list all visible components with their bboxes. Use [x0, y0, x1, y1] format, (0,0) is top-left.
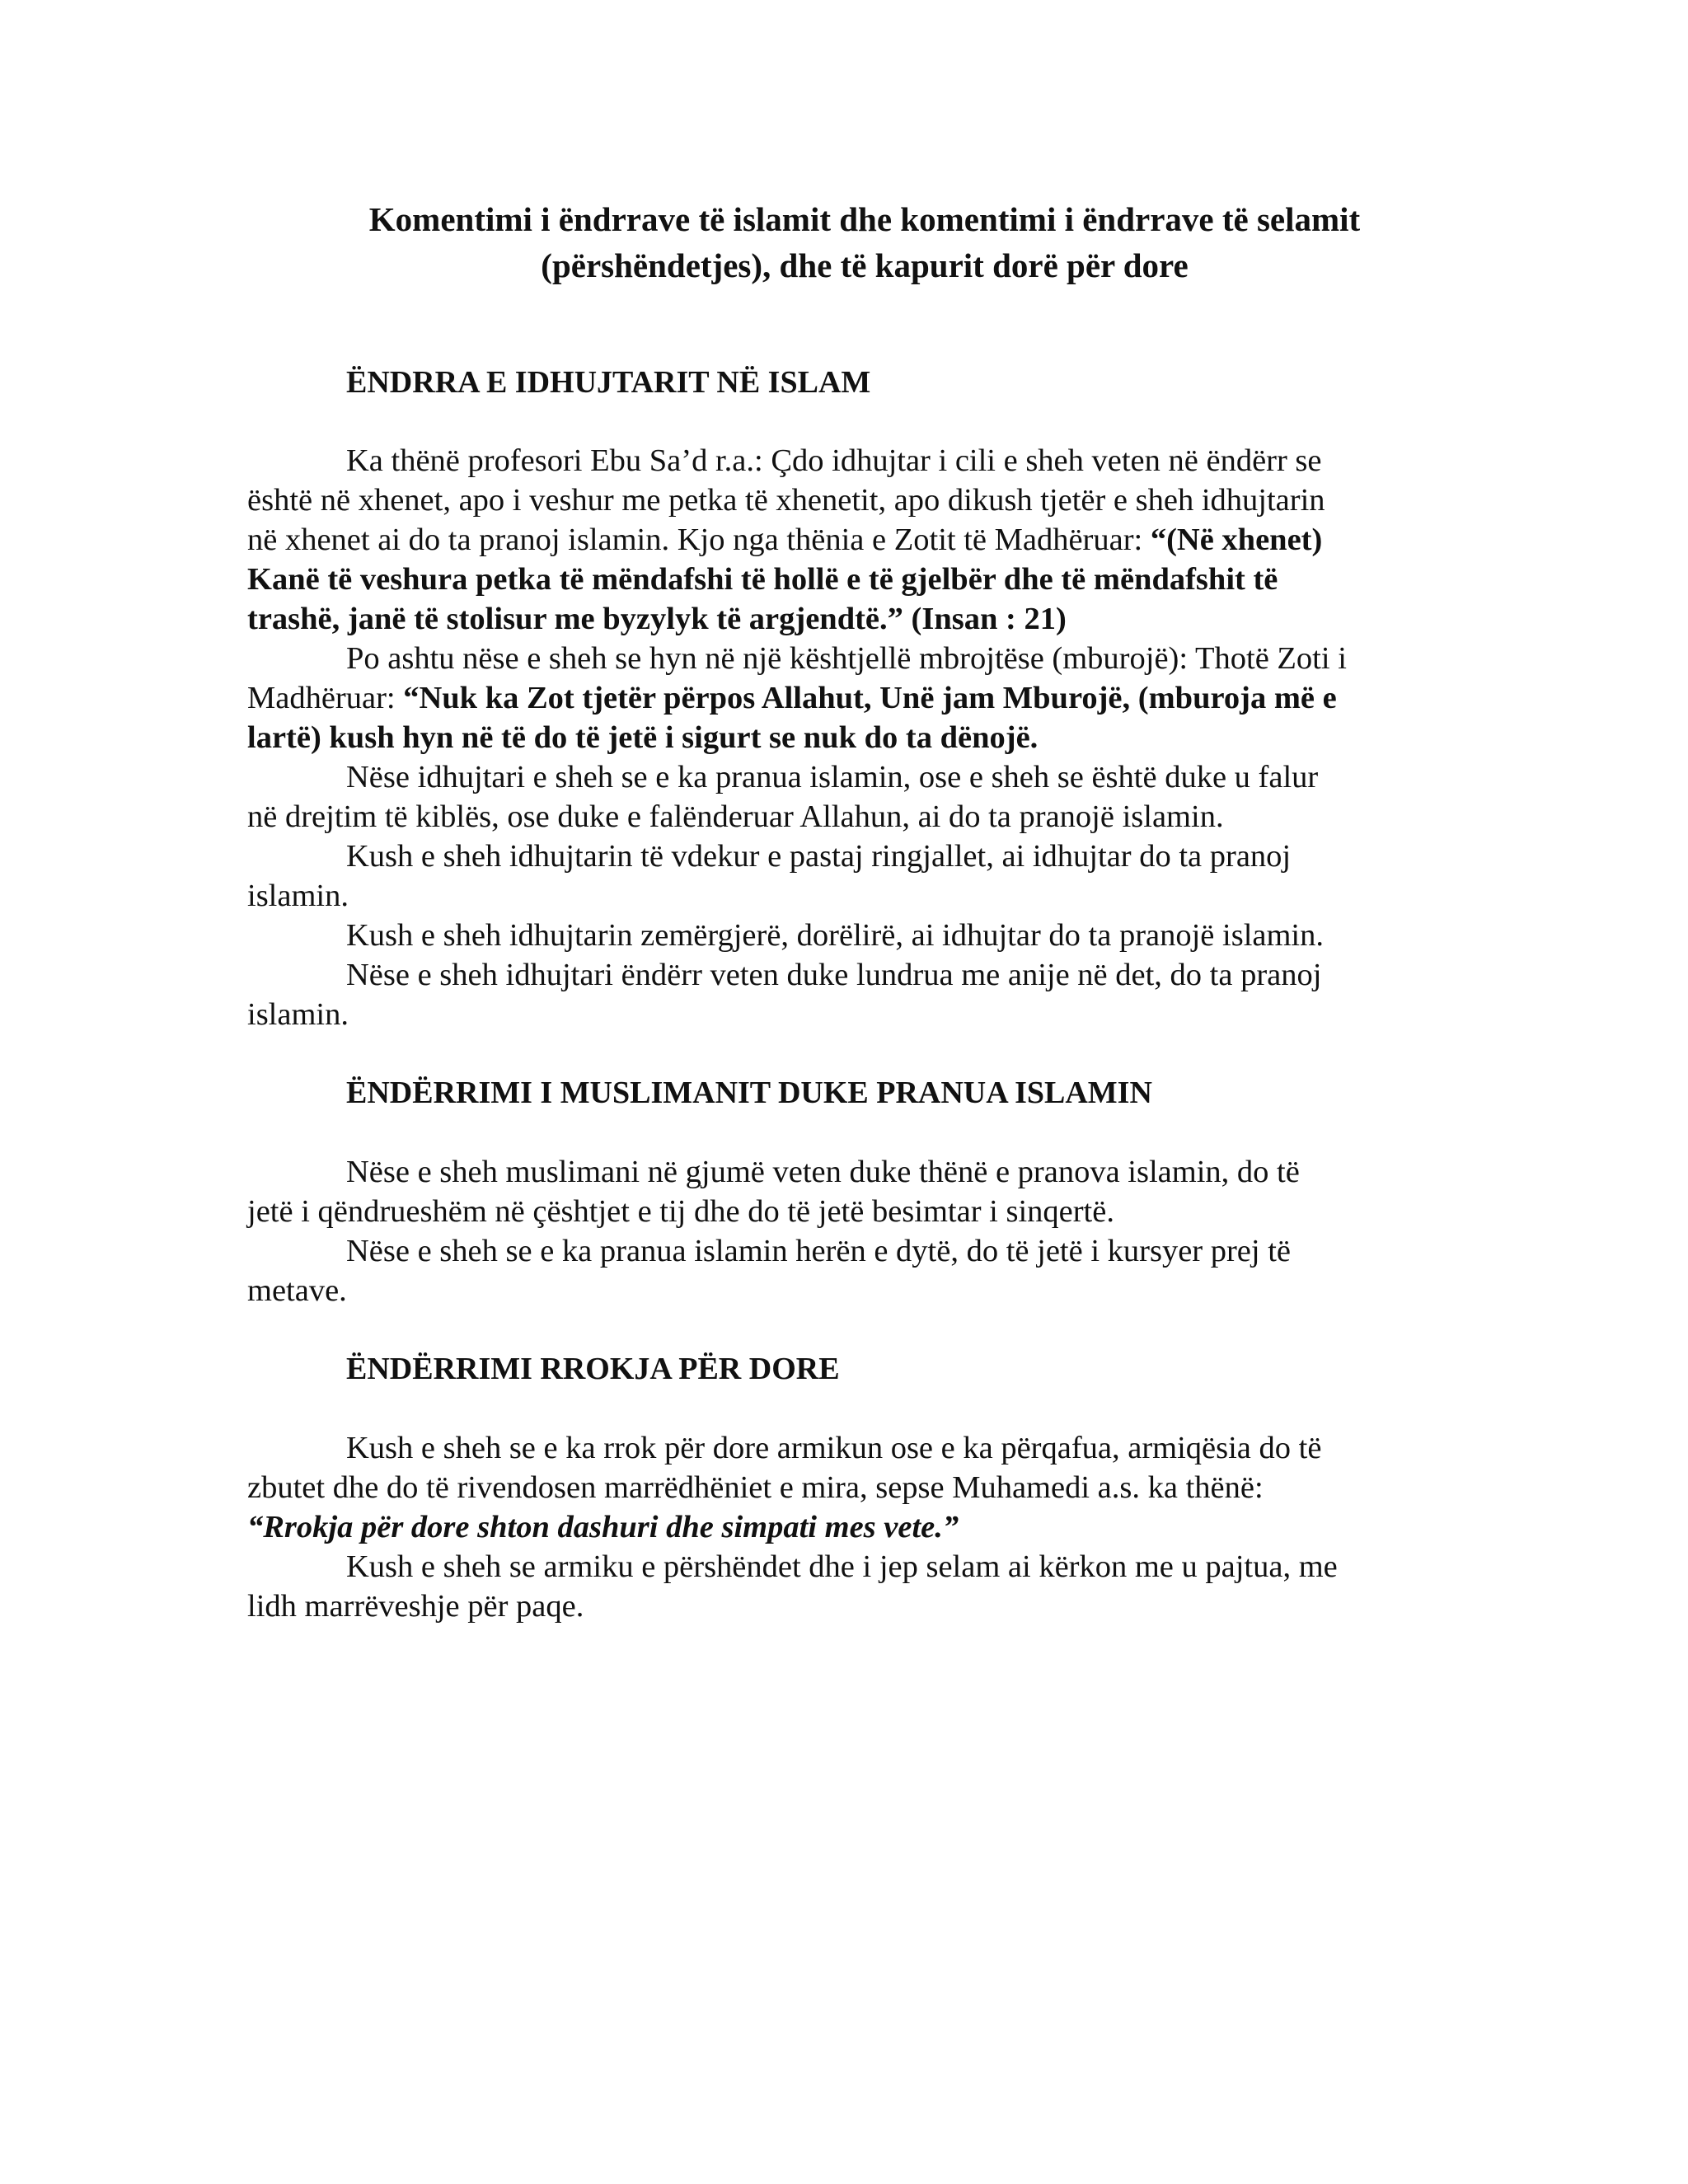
quote-bold: Kanë të veshura petka të mëndafshi të hollë e të gjelbër dhe të mëndafshit të [247, 562, 1278, 597]
text-line: është në xhenet, apo i veshur me petka të xhenetit, apo dikush tjetër e sheh idhujtarin [247, 483, 1325, 518]
text-line: Nëse e sheh idhujtari ëndërr veten duke lundrua me anije në det, do ta pranoj [346, 958, 1322, 992]
paragraph-anije [247, 955, 1434, 1034]
text-line: lidh marrëveshje për paqe. [247, 1589, 584, 1624]
text-line: islamin. [247, 997, 349, 1032]
text-line: islamin. [247, 879, 349, 913]
text-line: Nëse e sheh muslimani në gjumë veten duke thënë e pranova islamin, do të [346, 1155, 1300, 1189]
section-heading-idhujtari: ËNDRRA E IDHUJTARIT NË ISLAM [346, 365, 871, 400]
quote-bold: lartë) kush hyn në të do të jetë i sigurt se nuk do ta dënojë. [247, 720, 1039, 755]
quote-bold: trashë, janë të stolisur me byzylyk të argjendtë.” (Insan : 21) [247, 602, 1067, 636]
text-line [247, 520, 1434, 560]
page-title [206, 196, 1523, 288]
paragraph-ebu-sad [247, 441, 1434, 639]
text-line: Kush e sheh se armiku e përshëndet dhe i jep selam ai kërkon me u pajtua, me [346, 1549, 1338, 1584]
text-line: Nëse idhujtari e sheh se e ka pranua islamin, ose e sheh se është duke u falur [346, 760, 1319, 794]
text-line: Nëse e sheh se e ka pranua islamin herën e dytë, do të jetë i kursyer prej të [346, 1234, 1291, 1268]
title-line-1: Komentimi i ëndrrave të islamit dhe komentimi i ëndrrave të selamit [368, 200, 1361, 238]
paragraph-ringjallet [247, 837, 1434, 916]
text-line: Kush e sheh idhujtarin zemërgjerë, dorëlirë, ai idhujtar do ta pranojë islamin. [346, 918, 1324, 953]
paragraph-kibla [247, 757, 1434, 837]
text-line: Kush e sheh se e ka rrok për dore armikun ose e ka përqafua, armiqësia do të [346, 1431, 1322, 1465]
text-line: zbutet dhe do të rivendosen marrëdhëniet e mira, sepse Muhamedi a.s. ka thënë: [247, 1470, 1264, 1505]
text-line: Kush e sheh idhujtarin të vdekur e pastaj ringjallet, ai idhujtar do ta pranoj [346, 839, 1292, 874]
quote-bold: “Nuk ka Zot tjetër përpos Allahut, Unë jam Mburojë, (mburoja më e [403, 681, 1337, 715]
paragraph-pranova-islamin [247, 1152, 1434, 1231]
quote-bold: “(Në xhenet) [1150, 523, 1323, 557]
paragraph-armiku [247, 1428, 1434, 1547]
paragraph-heren-e-dyte [247, 1231, 1434, 1310]
title-line-2: (përshëndetjes), dhe të kapurit dorë për dore [541, 246, 1189, 284]
text-line: në drejtim të kiblës, ose duke e falënderuar Allahun, ai do ta pranojë islamin. [247, 799, 1224, 834]
paragraph-selam [247, 1547, 1434, 1626]
paragraph-zemergjere [247, 916, 1434, 955]
section-heading-rrokja: ËNDËRRIMI RROKJA PËR DORE [346, 1352, 840, 1386]
section-heading-muslimani: ËNDËRRIMI I MUSLIMANIT DUKE PRANUA ISLAMIN [346, 1076, 1152, 1110]
text-run: Madhëruar: [247, 681, 404, 715]
text-line [247, 678, 1434, 718]
paragraph-mburoje [247, 639, 1434, 757]
text-line: Ka thënë profesori Ebu Sa’d r.a.: Çdo idhujtar i cili e sheh veten në ëndërr se [346, 443, 1322, 478]
text-line: jetë i qëndrueshëm në çështjet e tij dhe do të jetë besimtar i sinqertë. [247, 1194, 1114, 1229]
text-line: metave. [247, 1273, 347, 1308]
text-line: Po ashtu nëse e sheh se hyn në një kështjellë mbrojtëse (mburojë): Thotë Zoti i [346, 641, 1347, 676]
text-run: në xhenet ai do ta pranoj islamin. Kjo nga thënia e Zotit të Madhëruar: [247, 523, 1151, 557]
hadith-quote: “Rrokja për dore shton dashuri dhe simpati mes vete.” [247, 1510, 959, 1544]
